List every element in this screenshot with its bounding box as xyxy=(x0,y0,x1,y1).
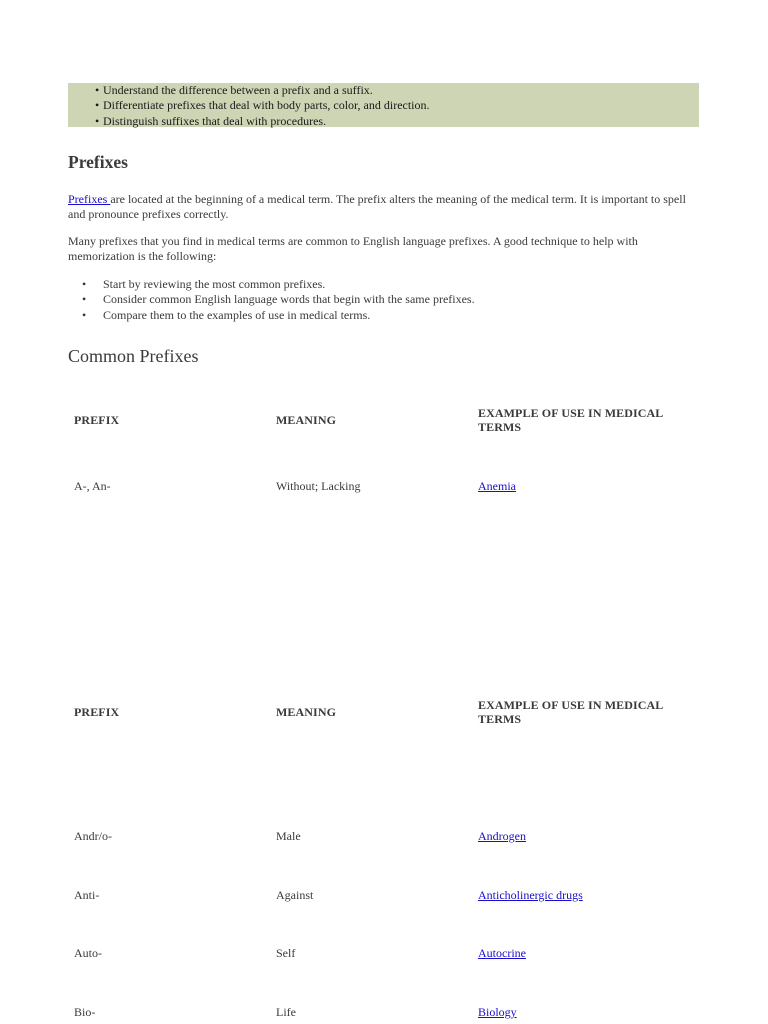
example-cell xyxy=(478,1006,678,1020)
example-link[interactable]: Androgen xyxy=(478,829,526,843)
example-link[interactable]: Anticholinergic drugs xyxy=(478,888,583,902)
column-header-example: EXAMPLE OF USE IN MEDICAL TERMS xyxy=(478,698,663,726)
objective-item: • Understand the difference between a prefix and a suffix. xyxy=(95,83,373,97)
meaning-cell: Without; Lacking xyxy=(276,479,361,493)
prefix-cell: A-, An- xyxy=(74,479,111,493)
column-header-meaning: MEANING xyxy=(276,413,337,427)
example-link[interactable]: Anemia xyxy=(478,479,516,493)
example-link[interactable]: Biology xyxy=(478,1005,517,1019)
tip-item: • Start by reviewing the most common prefixes. xyxy=(82,277,326,291)
prefixes-link[interactable]: Prefixes xyxy=(68,192,111,206)
column-header-meaning: MEANING xyxy=(276,705,337,719)
bullet-icon: • xyxy=(82,292,87,307)
tips-list xyxy=(82,277,475,323)
meaning-cell: Self xyxy=(276,946,296,960)
example-link[interactable]: Autocrine xyxy=(478,946,526,960)
prefix-cell: Auto- xyxy=(74,946,102,960)
prefixes-heading: Prefixes xyxy=(68,152,128,172)
objective-item: • Differentiate prefixes that deal with body parts, color, and direction. xyxy=(95,98,430,113)
meaning-cell: Male xyxy=(276,829,301,843)
prefix-cell: Bio- xyxy=(74,1005,96,1019)
tip-item: • Compare them to the examples of use in medical terms. xyxy=(82,307,371,322)
bullet-icon: • xyxy=(95,98,100,113)
prefix-cell: Andr/o- xyxy=(74,829,112,843)
memorization-paragraph: Many prefixes that you find in medical terms are common to English language prefixes. A good technique to help with memorization is the following: xyxy=(68,234,638,263)
bullet-icon: • xyxy=(95,83,100,97)
objective-item: • Distinguish suffixes that deal with procedures. xyxy=(95,113,327,128)
column-header-example: EXAMPLE OF USE IN MEDICAL TERMS xyxy=(478,406,663,434)
prefixes-intro-paragraph: Prefixes are located at the beginning of a medical term. The prefix alters the meaning of the medical term. It is important to spell and pronounce prefixes correctly. xyxy=(68,192,686,221)
prefix-cell: Anti- xyxy=(74,888,100,902)
tip-item: • Consider common English language words that begin with the same prefixes. xyxy=(82,292,475,307)
common-prefixes-heading: Common Prefixes xyxy=(68,346,199,366)
example-cell xyxy=(478,480,678,494)
example-cell xyxy=(478,830,678,844)
column-header-prefix: PREFIX xyxy=(74,705,120,719)
bullet-icon: • xyxy=(82,277,87,291)
example-cell xyxy=(478,947,678,961)
example-cell xyxy=(478,889,678,903)
column-header-prefix: PREFIX xyxy=(74,413,120,427)
meaning-cell: Against xyxy=(276,888,314,902)
learning-objectives-box xyxy=(68,83,699,127)
bullet-icon: • xyxy=(82,307,87,322)
objectives-list xyxy=(95,83,699,129)
bullet-icon: • xyxy=(95,113,100,128)
meaning-cell: Life xyxy=(276,1005,296,1019)
